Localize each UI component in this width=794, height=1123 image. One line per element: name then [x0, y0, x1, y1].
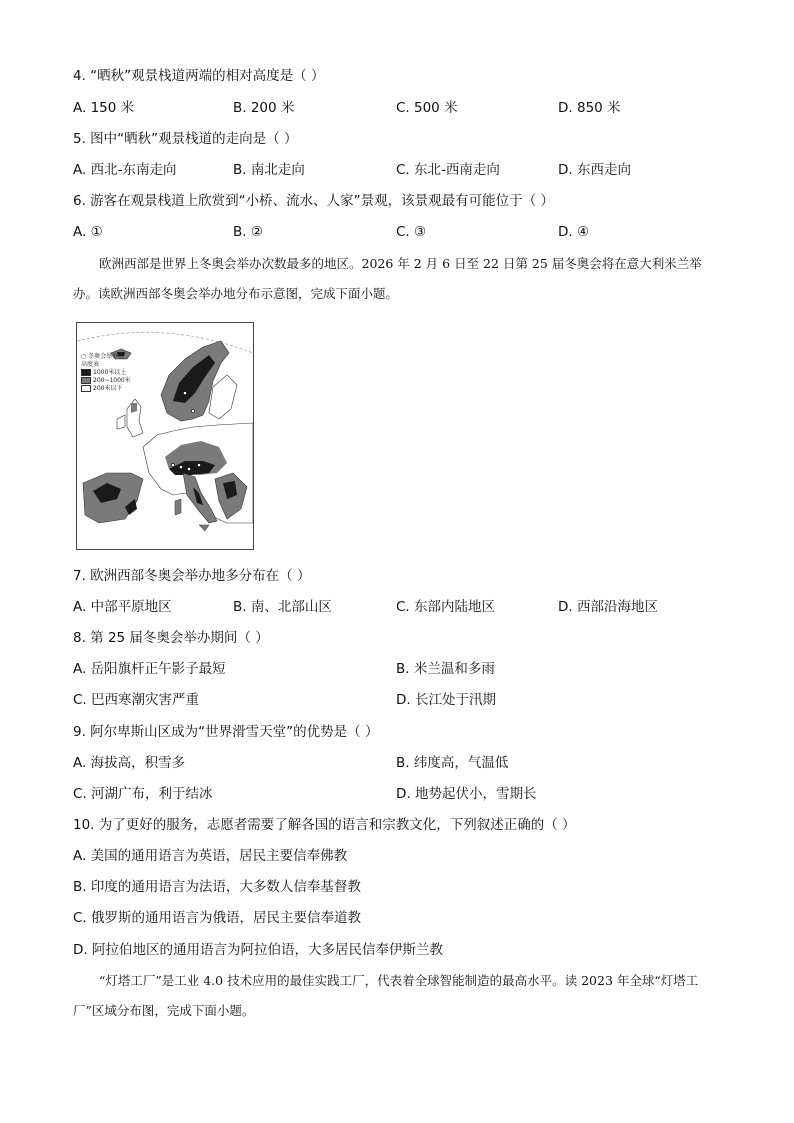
q4-option-c: C. 500 米	[396, 100, 458, 116]
legend-swatch-low	[81, 385, 91, 392]
q6-option-a: A. ①	[73, 224, 103, 240]
q8-option-c: C. 巴西寒潮灾害严重	[73, 692, 200, 708]
q7-option-b: B. 南、北部山区	[233, 599, 332, 615]
q8-option-b: B. 米兰温和多雨	[396, 661, 495, 677]
q5-option-b: B. 南北走向	[233, 162, 305, 178]
legend-swatch-mid	[81, 377, 91, 384]
legend-elevation-title: 高度表	[81, 361, 100, 368]
host-city-marker	[179, 465, 182, 468]
q9-option-c: C. 河湖广布，利于结冰	[73, 786, 213, 802]
sicily-land	[199, 525, 209, 531]
q8-stem: 8. 第 25 届冬奥会举办期间（ ）	[73, 630, 269, 646]
q7-stem: 7. 欧洲西部冬奥会举办地多分布在（ ）	[73, 568, 311, 584]
sardinia-land	[175, 499, 181, 515]
legend-item-mid: 200~1000米	[81, 377, 131, 385]
q4-option-b: B. 200 米	[233, 100, 295, 116]
q10-stem: 10. 为了更好的服务，志愿者需要了解各国的语言和宗教文化，下列叙述正确的（ ）	[73, 817, 576, 833]
q7-option-d: D. 西部沿海地区	[558, 599, 658, 615]
q6-option-b: B. ②	[233, 224, 263, 240]
q10-option-b: B. 印度的通用语言为法语，大多数人信奉基督教	[73, 879, 361, 895]
host-city-marker	[183, 391, 186, 394]
map-legend	[81, 353, 131, 393]
q8-option-d: D. 长江处于汛期	[396, 692, 496, 708]
intro-paragraph-lighthouse	[73, 966, 723, 1026]
q9-option-d: D. 地势起伏小，雪期长	[396, 786, 537, 802]
q10-option-a: A. 美国的通用语言为英语，居民主要信奉佛教	[73, 848, 348, 864]
legend-item-high: 1000米以上	[81, 369, 131, 377]
legend-item-low: 200米以下	[81, 385, 131, 393]
intro-paragraph-europe-text: 欧洲西部是世界上冬奥会举办次数最多的地区。2026 年 2 月 6 日至 22 日第 25 届冬奥会将在意大利米兰举办。读欧洲西部冬奥会举办地分布示意图，完成下面小题。	[73, 256, 702, 301]
q4-option-a: A. 150 米	[73, 100, 135, 116]
q4-stem: 4. “晒秋”观景栈道两端的相对高度是（ ）	[73, 68, 325, 84]
q10-option-c: C. 俄罗斯的通用语言为俄语，居民主要信奉道教	[73, 910, 362, 926]
q10-option-d: D. 阿拉伯地区的通用语言为阿拉伯语，大多居民信奉伊斯兰教	[73, 942, 443, 958]
host-city-marker	[191, 409, 194, 412]
legend-host-city: ○ 冬奥会举办地	[81, 353, 125, 360]
intro-paragraph-europe	[73, 249, 723, 309]
q9-stem: 9. 阿尔卑斯山区成为“世界滑雪天堂”的优势是（ ）	[73, 724, 379, 740]
host-city-marker	[187, 467, 190, 470]
q6-option-d: D. ④	[558, 224, 590, 240]
q5-option-c: C. 东北-西南走向	[396, 162, 500, 178]
q8-option-a: A. 岳阳旗杆正午影子最短	[73, 661, 226, 677]
finland-land	[209, 375, 237, 419]
q5-stem: 5. 图中“晒秋”观景栈道的走向是（ ）	[73, 131, 298, 147]
q4-option-d: D. 850 米	[558, 100, 621, 116]
q5-option-a: A. 西北-东南走向	[73, 162, 177, 178]
europe-winter-olympics-map	[76, 322, 254, 550]
legend-host-city-label: 冬奥会举办地	[88, 353, 125, 360]
q6-option-c: C. ③	[396, 224, 427, 240]
host-city-marker	[171, 463, 174, 466]
ireland-land	[117, 415, 125, 429]
q7-option-a: A. 中部平原地区	[73, 599, 172, 615]
q9-option-a: A. 海拔高，积雪多	[73, 755, 186, 771]
legend-swatch-high	[81, 369, 91, 376]
q9-option-b: B. 纬度高，气温低	[396, 755, 509, 771]
host-city-marker	[197, 463, 200, 466]
intro-paragraph-lighthouse-text: “灯塔工厂”是工业 4.0 技术应用的最佳实践工厂，代表着全球智能制造的最高水平。读 2023 年全球“灯塔工厂”区域分布图，完成下面小题。	[73, 973, 699, 1018]
q6-stem: 6. 游客在观景栈道上欣赏到“小桥、流水、人家”景观，该景观最有可能位于（ ）	[73, 193, 554, 209]
q7-option-c: C. 东部内陆地区	[396, 599, 496, 615]
q5-option-d: D. 东西走向	[558, 162, 631, 178]
